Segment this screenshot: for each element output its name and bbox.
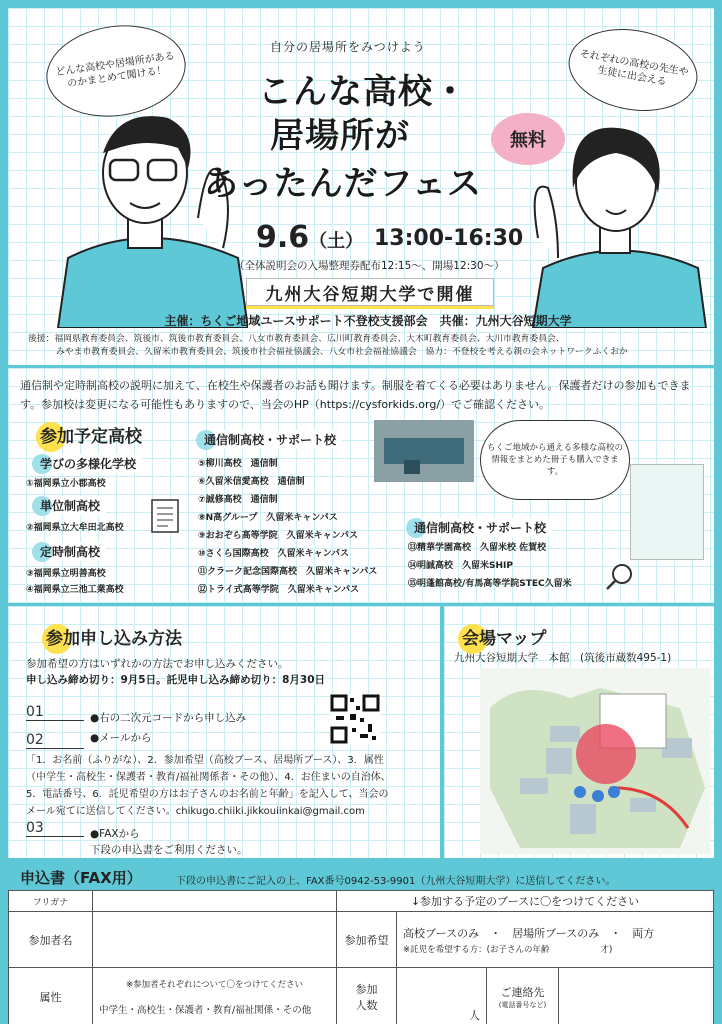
furigana-label: フリガナ [9, 891, 93, 912]
school-item: ⑤柳川高校 通信制 [198, 459, 278, 469]
school-item: ⑫トライ式高等学院 久留米キャンパス [198, 585, 360, 595]
right-speech-bubble: それぞれの高校の先生や生徒に出会える [562, 19, 704, 120]
school-item: ①福岡県立小郡高校 [26, 479, 106, 489]
form-title: 申込書（FAX用） [20, 869, 142, 887]
free-badge: 無料 [491, 113, 565, 165]
map-venue-line: 九州大谷短期大学 本館 (筑後市蔵数495-1) [454, 652, 672, 664]
boy-illustration [48, 108, 248, 328]
magnifier-icon [604, 562, 634, 592]
step-3-sub: 下段の申込書をご利用ください。 [90, 844, 248, 856]
venue-map-section [444, 606, 714, 858]
school-item: ⑧N高グループ 久留米キャンパス [198, 513, 338, 523]
name-label: 参加者名 [9, 912, 93, 968]
application-section [8, 606, 440, 858]
campus-map [480, 668, 710, 854]
school-item: ④福岡県立三池工業高校 [26, 585, 124, 595]
qr-code[interactable] [330, 694, 380, 744]
mail-instructions: 「1．お名前（ふりがな）、2．参加希望（高校ブース、居場所ブース）、3．属性 （中学生・高校生・保護者・教育/福祉関係者・その他）、4．お住まいの自治体、 5．電話番号、6．託児希望の方はお子さんのお名前と年齢」を記入して、当会の メール宛てに送信してください。chikugo.chiiki.jikkouiinkai@gmail.com [26, 755, 391, 817]
school-item: ⑨おおぞら高等学院 久留米キャンパス [198, 531, 358, 541]
school-item: ⑦誠修高校 通信制 [198, 495, 278, 505]
name-input[interactable] [93, 912, 337, 968]
fax-form-table [8, 890, 714, 1024]
step-3-text: ●FAXから [90, 828, 140, 840]
school-item: ⑪クラーク記念国際高校 久留米キャンパス [198, 567, 378, 577]
left-speech-bubble: どんな高校や居場所があるのかまとめて聞ける！ [40, 17, 191, 126]
step-1-number: 01 [26, 704, 84, 721]
booklet-bubble: ちくご地域から通える多様な高校の情報をまとめた冊子も購入できます。 [480, 420, 630, 500]
attribute-label: 属性 [9, 968, 93, 1024]
booth-options[interactable]: 高校ブースのみ ・ 居場所ブースのみ ・ 両方 ※託児を希望する方：(お子さんの年齢 才) [397, 912, 714, 968]
category-part-time: 定時制高校 [34, 542, 106, 561]
title-line-2: 居場所が [270, 116, 410, 156]
schools-section [8, 368, 714, 603]
venue-banner: 九州大谷短期大学で開催 [246, 278, 494, 306]
title-line-3: あったんだフェス [204, 164, 482, 204]
booklet-cover-image [630, 464, 704, 560]
organizers: 主催：ちくご地域ユースサポート不登校支援部会 共催：九州大谷短期大学 [164, 314, 572, 328]
booth-label: 参加希望 [337, 912, 397, 968]
form-instruction: 下段の申込書にご記入の上、FAX番号0942-53-9901（九州大谷短期大学）に送信してください。 [176, 876, 616, 887]
map-heading: 会場マップ [462, 624, 546, 649]
document-icon [150, 498, 182, 536]
school-item: ⑥久留米信愛高校 通信制 [198, 477, 305, 487]
step-1-text: ●右の二次元コードから申し込み [90, 712, 247, 724]
application-heading: 参加申し込み方法 [46, 624, 182, 649]
contact-label: ご連絡先 (電話番号など) [487, 968, 559, 1024]
school-item: ③福岡県立明善高校 [26, 569, 106, 579]
venue-photo [374, 420, 474, 482]
event-date: 9.6（土） [256, 220, 364, 255]
attribute-options[interactable]: ※参加者それぞれについて〇をつけてください 中学生・高校生・保護者・教育/福祉関係・その他 [93, 968, 337, 1024]
school-item: ⑩さくら国際高校 久留米キャンパス [198, 549, 349, 559]
entry-note: （全体説明会の入場整理券配布12:15〜、開場12:30〜） [234, 260, 505, 272]
category-correspondence-2: 通信制高校・サポート校 [408, 518, 552, 537]
application-lead: 参加希望の方はいずれかの方法でお申し込みください。 [26, 658, 289, 670]
furigana-input[interactable] [93, 891, 337, 912]
school-item: ⑭明誠高校 久留米SHIP [408, 561, 513, 571]
schools-heading: 参加予定高校 [40, 422, 142, 447]
step-3-number: 03 [26, 820, 84, 837]
sponsors: 後援：福岡県教育委員会、筑後市、筑後市教育委員会、八女市教育委員会、広川町教育委員会、大木町教育委員会、大川市教育委員会、 みやま市教育委員会、久留米市教育委員会、筑後市社会福祉協議会、八女市社会福祉協議会 協力：不登校を考える親の会ネットワークふくおか [28, 334, 628, 357]
school-item: ⑮明蓬館高校/有馬高等学院STEC久留米 [408, 579, 572, 589]
event-time: 13:00-16:30 [374, 226, 524, 251]
school-item: ⑬精華学園高校 久留米校 佐賀校 [408, 543, 547, 553]
category-diverse-learning: 学びの多様化学校 [34, 454, 142, 473]
step-2-number: 02 [26, 732, 84, 749]
count-label: 参加 人数 [337, 968, 397, 1024]
application-deadline: 申し込み締め切り：9月5日。託児申し込み締め切り：8月30日 [26, 674, 326, 686]
category-correspondence-1: 通信制高校・サポート校 [198, 430, 342, 449]
booth-note: ↓参加する予定のブースに〇をつけてください [337, 891, 714, 912]
hero-section [8, 8, 714, 365]
school-item: ②福岡県立大牟田北高校 [26, 523, 124, 533]
step-2-text: ●メールから [90, 732, 152, 744]
contact-input[interactable] [559, 968, 714, 1024]
intro-text: 通信制や定時制高校の説明に加えて、在校生や保護者のお話も聞けます。制服を着てくる必要はありません。保護者だけの参加もできます。参加校は変更になる可能性もありますので、当会のHP（https://cysforkids.org/）でご確認ください。 [20, 379, 691, 411]
form-header [8, 864, 714, 890]
title-line-1: こんな高校・ [258, 72, 468, 112]
count-input[interactable]: 人 [397, 968, 487, 1024]
event-subtitle: 自分の居場所をみつけよう [270, 40, 426, 54]
category-credit-system: 単位制高校 [34, 496, 106, 515]
